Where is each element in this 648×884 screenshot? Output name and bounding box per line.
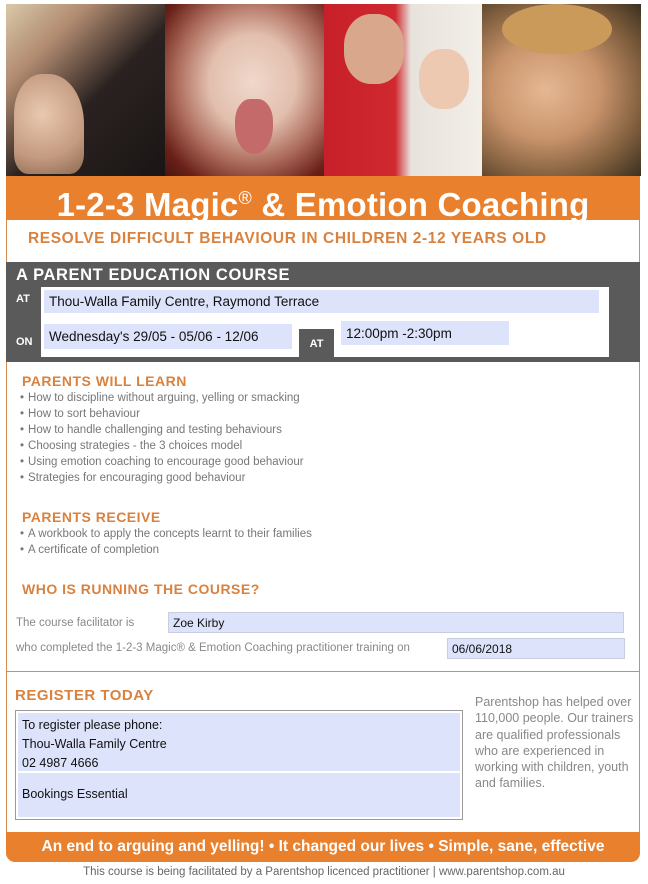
- list-item: • How to discipline without arguing, yelling or smacking: [20, 390, 304, 406]
- running-heading: WHO IS RUNNING THE COURSE?: [22, 581, 260, 597]
- course-heading: A PARENT EDUCATION COURSE: [16, 266, 291, 284]
- dates-field[interactable]: Wednesday's 29/05 - 05/06 - 12/06: [44, 324, 292, 349]
- time-field[interactable]: 12:00pm -2:30pm: [341, 321, 509, 345]
- register-contact-field[interactable]: [18, 713, 460, 771]
- course-details-box: [6, 262, 640, 362]
- register-box: [15, 710, 463, 820]
- list-item: • Using emotion coaching to encourage good behaviour: [20, 454, 304, 470]
- registered-mark: ®: [238, 188, 252, 208]
- bookings-note-field[interactable]: Bookings Essential: [18, 773, 460, 817]
- training-label: who completed the 1-2-3 Magic® & Emotion Coaching practitioner training on: [16, 642, 410, 654]
- title-text: 1-2-3 Magic: [56, 186, 239, 223]
- child-sticking-out-tongue-photo: [165, 4, 324, 176]
- footer-note: This course is being facilitated by a Parentshop licenced practitioner | www.parentshop.com.au: [83, 866, 565, 878]
- page-title: [6, 176, 640, 223]
- title-text-suffix: & Emotion Coaching: [251, 186, 590, 223]
- receive-list: [20, 526, 312, 558]
- venue-field[interactable]: Thou-Walla Family Centre, Raymond Terrace: [44, 290, 599, 313]
- time-label: AT: [299, 329, 334, 357]
- section-divider: [6, 671, 640, 672]
- list-item: • A workbook to apply the concepts learnt to their families: [20, 526, 312, 542]
- register-phone: 02 4987 4666: [22, 756, 99, 770]
- list-item: • How to sort behaviour: [20, 406, 304, 422]
- course-fields-panel: [41, 287, 609, 357]
- subtitle: RESOLVE DIFFICULT BEHAVIOUR IN CHILDREN 2-12 YEARS OLD: [28, 230, 547, 247]
- parentshop-blurb: Parentshop has helped over 110,000 people. Our trainers are qualified professionals who are experienced in working with children, youth and families.: [475, 695, 634, 791]
- boy-with-slingshot-photo: [482, 4, 641, 176]
- learn-list: [20, 390, 304, 486]
- list-item: • A certificate of completion: [20, 542, 312, 558]
- register-line: Thou-Walla Family Centre: [22, 737, 167, 751]
- list-item: • Strategies for encouraging good behaviour: [20, 470, 304, 486]
- dates-label: ON: [16, 336, 33, 348]
- venue-label: AT: [16, 293, 30, 305]
- list-item: • How to handle challenging and testing behaviours: [20, 422, 304, 438]
- header-photo-strip: [6, 4, 641, 176]
- facilitator-name-field[interactable]: Zoe Kirby: [168, 612, 624, 633]
- register-heading: REGISTER TODAY: [15, 687, 154, 704]
- facilitator-label: The course facilitator is: [16, 617, 135, 629]
- register-line: To register please phone:: [22, 718, 163, 732]
- mother-hugging-child-photo: [6, 4, 165, 176]
- receive-heading: PARENTS RECEIVE: [22, 509, 161, 525]
- training-date-field[interactable]: 06/06/2018: [447, 638, 625, 659]
- list-item: • Choosing strategies - the 3 choices model: [20, 438, 304, 454]
- tagline-bar: An end to arguing and yelling! • It changed our lives • Simple, sane, effective: [6, 832, 640, 862]
- father-playing-with-child-photo: [324, 4, 483, 176]
- learn-heading: PARENTS WILL LEARN: [22, 373, 187, 389]
